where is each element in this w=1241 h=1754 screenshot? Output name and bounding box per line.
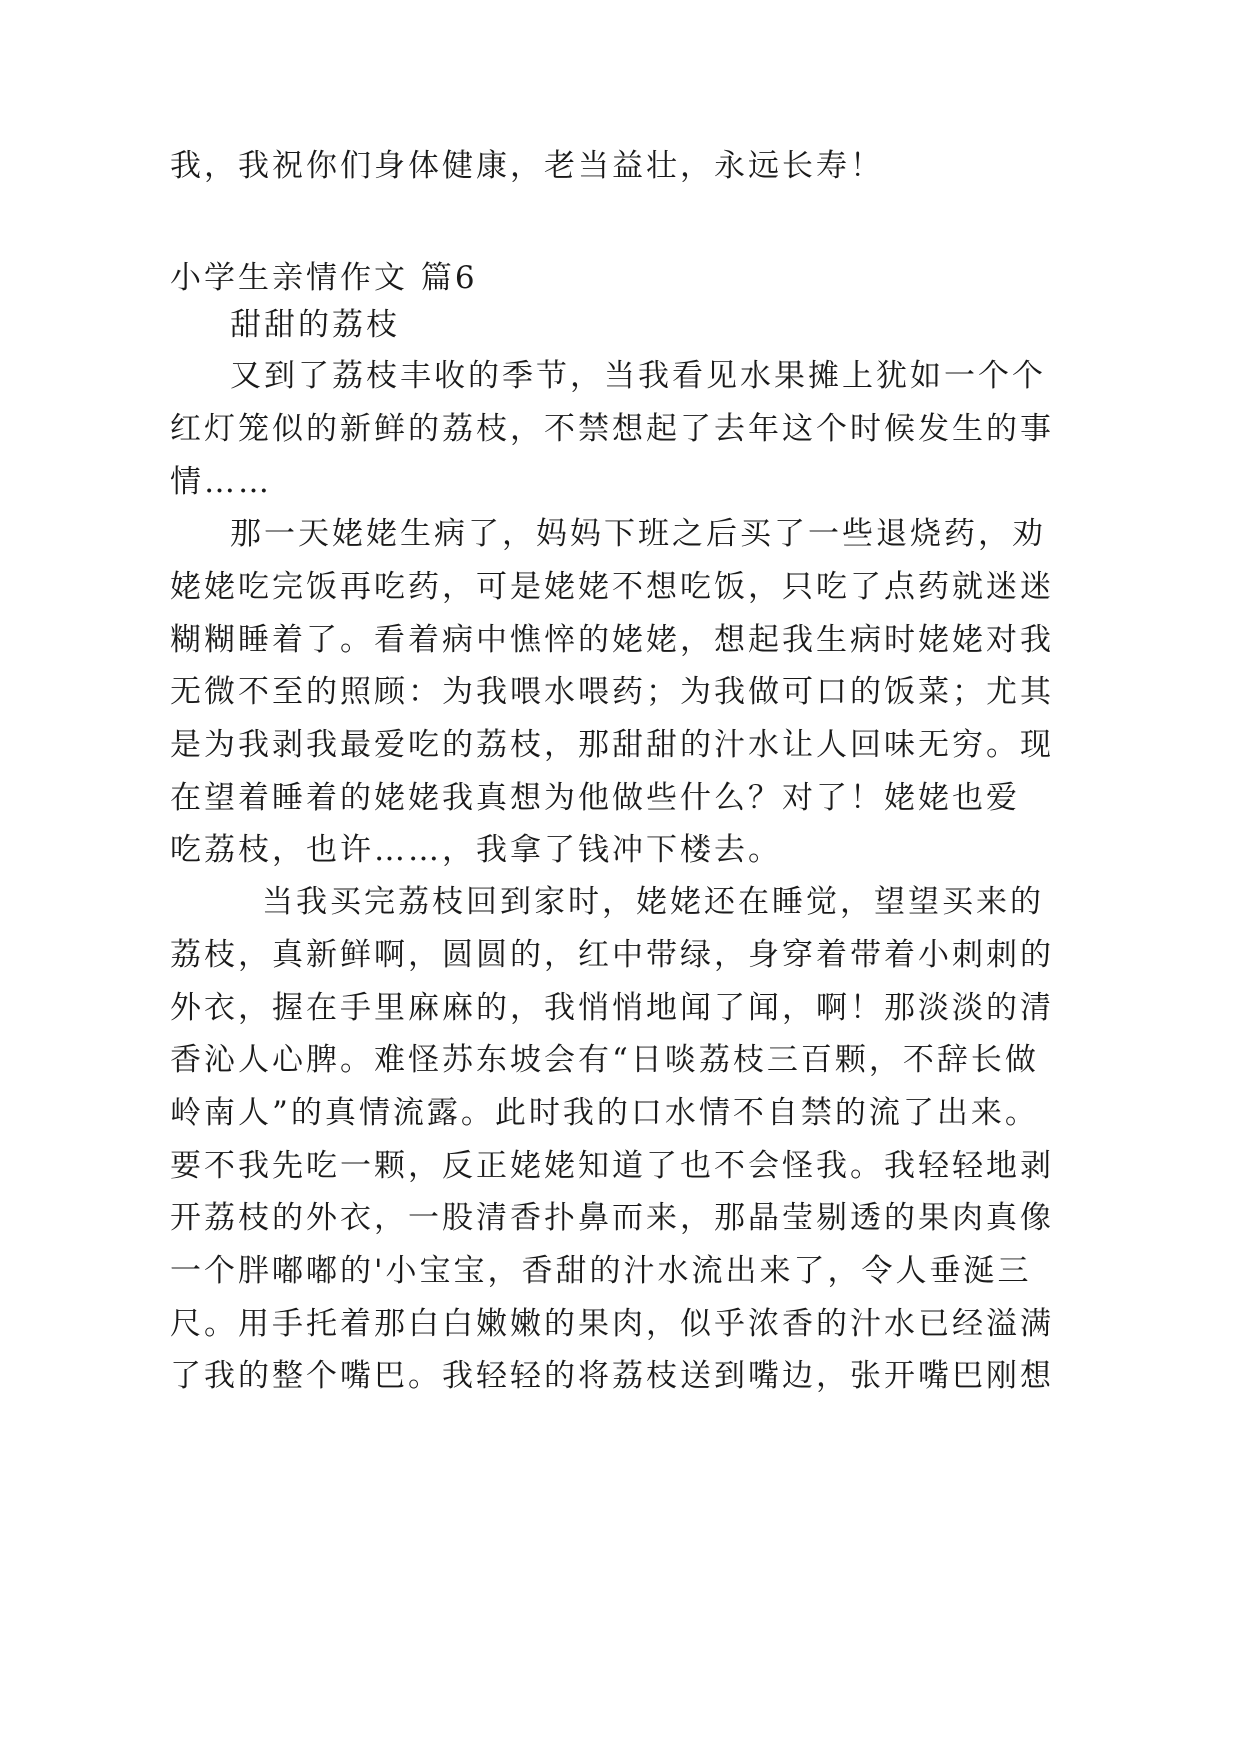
paragraph-line: 红灯笼似的新鲜的荔枝，不禁想起了去年这个时候发生的事 <box>170 411 1054 447</box>
paragraph-line: 情…… <box>170 464 272 500</box>
paragraph-line: 在望着睡着的姥姥我真想为他做些什么？对了！姥姥也爱 <box>170 780 1020 816</box>
paragraph-line: 姥姥吃完饭再吃药，可是姥姥不想吃饭，只吃了点药就迷迷 <box>170 569 1054 605</box>
paragraph-line: 吃荔枝，也许……，我拿了钱冲下楼去。 <box>170 832 782 868</box>
paragraph-line: 当我买完荔枝回到家时，姥姥还在睡觉，望望买来的 <box>262 884 1044 920</box>
paragraph-line: 香沁人心脾。难怪苏东坡会有“日啖荔枝三百颗，不辞长做 <box>170 1042 1039 1078</box>
paragraph-line: 外衣，握在手里麻麻的，我悄悄地闻了闻，啊！那淡淡的清 <box>170 990 1054 1026</box>
paragraph-line: 是为我剥我最爱吃的荔枝，那甜甜的汁水让人回味无穷。现 <box>170 727 1054 763</box>
paragraph-line: 荔枝，真新鲜啊，圆圆的，红中带绿，身穿着带着小刺刺的 <box>170 937 1054 973</box>
paragraph-line: 了我的整个嘴巴。我轻轻的将荔枝送到嘴边，张开嘴巴刚想 <box>170 1358 1054 1394</box>
paragraph-line: 那一天姥姥生病了，妈妈下班之后买了一些退烧药，劝 <box>230 516 1046 552</box>
paragraph-line: 尺。用手托着那白白嫩嫩的果肉，似乎浓香的汁水已经溢满 <box>170 1306 1054 1342</box>
paragraph-line: 又到了荔枝丰收的季节，当我看见水果摊上犹如一个个 <box>230 358 1046 394</box>
paragraph-line: 岭南人”的真情流露。此时我的口水情不自禁的流了出来。 <box>170 1095 1039 1131</box>
section-heading: 小学生亲情作文 篇6 <box>170 260 478 296</box>
paragraph-line: 一个胖嘟嘟的'小宝宝，香甜的汁水流出来了，令人垂涎三 <box>170 1253 1032 1289</box>
paragraph-line: 开荔枝的外衣，一股清香扑鼻而来，那晶莹剔透的果肉真像 <box>170 1200 1054 1236</box>
paragraph-line: 糊糊睡着了。看着病中憔悴的姥姥，想起我生病时姥姥对我 <box>170 622 1054 658</box>
essay-title: 甜甜的荔枝 <box>230 307 400 343</box>
closing-line: 我，我祝你们身体健康，老当益壮，永远长寿！ <box>170 148 884 184</box>
paragraph-line: 无微不至的照顾：为我喂水喂药；为我做可口的饭菜；尤其 <box>170 674 1054 710</box>
paragraph-line: 要不我先吃一颗，反正姥姥知道了也不会怪我。我轻轻地剥 <box>170 1148 1054 1184</box>
